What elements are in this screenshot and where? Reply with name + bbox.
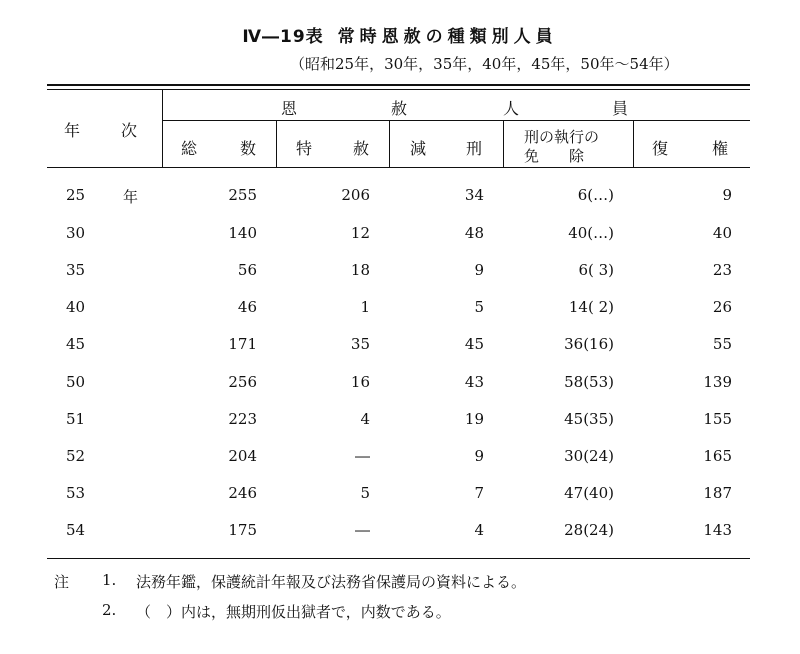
cell-total: 175 [228, 521, 257, 539]
cell-exempt: 45(35) [564, 410, 614, 428]
cell-exempt: 30(24) [564, 447, 614, 465]
note-2-num: 2. [102, 601, 117, 619]
cell-exempt: 14( 2) [568, 298, 614, 316]
row-year: 25 [66, 186, 86, 204]
row-year-suffix: 年 [123, 188, 139, 206]
col-exempt-header-a: 刑の執行の [524, 128, 600, 146]
group-header-2: 赦 [391, 99, 408, 118]
row-year: 53 [66, 484, 86, 502]
cell-restore: 139 [703, 373, 732, 391]
cell-total: 223 [228, 410, 257, 428]
col-exempt-header-b: 免 除 [524, 147, 585, 165]
group-header-rule [162, 120, 750, 121]
cell-exempt: 36(16) [564, 335, 614, 353]
cell-total: 171 [228, 335, 257, 353]
note-2-text: （ ）内は，無期刑仮出獄者で，内数である。 [136, 603, 451, 621]
group-header-3: 人 [503, 99, 520, 118]
top-rule-thin [47, 89, 750, 90]
cell-commute: 43 [464, 373, 484, 391]
col-special-header-b: 赦 [353, 139, 370, 158]
row-year: 50 [66, 373, 86, 391]
cell-exempt: 6( 3) [578, 261, 614, 279]
cell-restore: 143 [703, 521, 732, 539]
cell-commute: 19 [464, 410, 484, 428]
cell-total: 56 [237, 261, 257, 279]
cell-special: 35 [350, 335, 370, 353]
cell-exempt: 6(…) [577, 186, 614, 204]
table-number: Ⅳ―19表 [242, 27, 324, 47]
cell-special: 1 [360, 298, 370, 316]
cell-total: 255 [228, 186, 257, 204]
cell-special: 5 [360, 484, 370, 502]
cell-commute: 5 [474, 298, 484, 316]
cell-total: 256 [228, 373, 257, 391]
cell-special: 16 [350, 373, 370, 391]
bottom-rule [47, 558, 750, 559]
year-divider [162, 90, 163, 167]
cell-commute: 45 [464, 335, 484, 353]
cell-total: 204 [228, 447, 257, 465]
cell-total: 140 [228, 224, 257, 242]
cell-special: ― [355, 447, 370, 465]
col-total-header-b: 数 [240, 139, 257, 158]
header-bottom-rule [47, 167, 750, 168]
group-header-1: 恩 [281, 99, 298, 118]
cell-commute: 7 [474, 484, 484, 502]
cell-exempt: 28(24) [564, 521, 614, 539]
cell-special: 4 [360, 410, 370, 428]
row-year: 52 [66, 447, 86, 465]
cell-exempt: 58(53) [564, 373, 614, 391]
cell-restore: 9 [722, 186, 732, 204]
cell-restore: 155 [703, 410, 732, 428]
cell-special: 12 [350, 224, 370, 242]
table-name: 常時恩赦の種類別人員 [337, 27, 558, 47]
cell-commute: 9 [474, 261, 484, 279]
year-header-1: 年 [64, 121, 81, 140]
col-commute-header-b: 刑 [466, 139, 483, 158]
row-year: 54 [66, 521, 86, 539]
cell-special: ― [355, 521, 370, 539]
cell-restore: 40 [712, 224, 732, 242]
row-year: 51 [66, 410, 86, 428]
year-header-2: 次 [121, 121, 138, 140]
cell-restore: 187 [703, 484, 732, 502]
row-year: 35 [66, 261, 86, 279]
group-header-4: 員 [612, 99, 629, 118]
cell-restore: 165 [703, 447, 732, 465]
note-1-num: 1. [102, 571, 117, 589]
col-divider-1 [276, 121, 277, 167]
col-total-header-a: 総 [181, 139, 198, 158]
cell-commute: 9 [474, 447, 484, 465]
col-restore-header-b: 権 [712, 139, 729, 158]
col-divider-3 [503, 121, 504, 167]
cell-exempt: 40(…) [568, 224, 614, 242]
cell-restore: 55 [712, 335, 732, 353]
note-1-text: 法務年鑑，保護統計年報及び法務省保護局の資料による。 [136, 573, 527, 591]
col-commute-header-a: 減 [410, 139, 427, 158]
col-divider-2 [389, 121, 390, 167]
col-restore-header-a: 復 [652, 139, 669, 158]
cell-special: 206 [341, 186, 370, 204]
table-subtitle: （昭和25年，30年，35年，40年，45年，50年～54年） [290, 55, 679, 73]
col-special-header-a: 特 [296, 139, 313, 158]
cell-restore: 23 [712, 261, 732, 279]
row-year: 45 [66, 335, 86, 353]
cell-restore: 26 [712, 298, 732, 316]
top-rule-thick [47, 84, 750, 86]
cell-exempt: 47(40) [564, 484, 614, 502]
cell-special: 18 [350, 261, 370, 279]
cell-commute: 48 [464, 224, 484, 242]
cell-total: 246 [228, 484, 257, 502]
cell-total: 46 [237, 298, 257, 316]
note-label: 注 [54, 573, 70, 591]
row-year: 40 [66, 298, 86, 316]
row-year: 30 [66, 224, 86, 242]
cell-commute: 4 [474, 521, 484, 539]
cell-commute: 34 [464, 186, 484, 204]
col-divider-4 [633, 121, 634, 167]
table-title [0, 22, 800, 47]
